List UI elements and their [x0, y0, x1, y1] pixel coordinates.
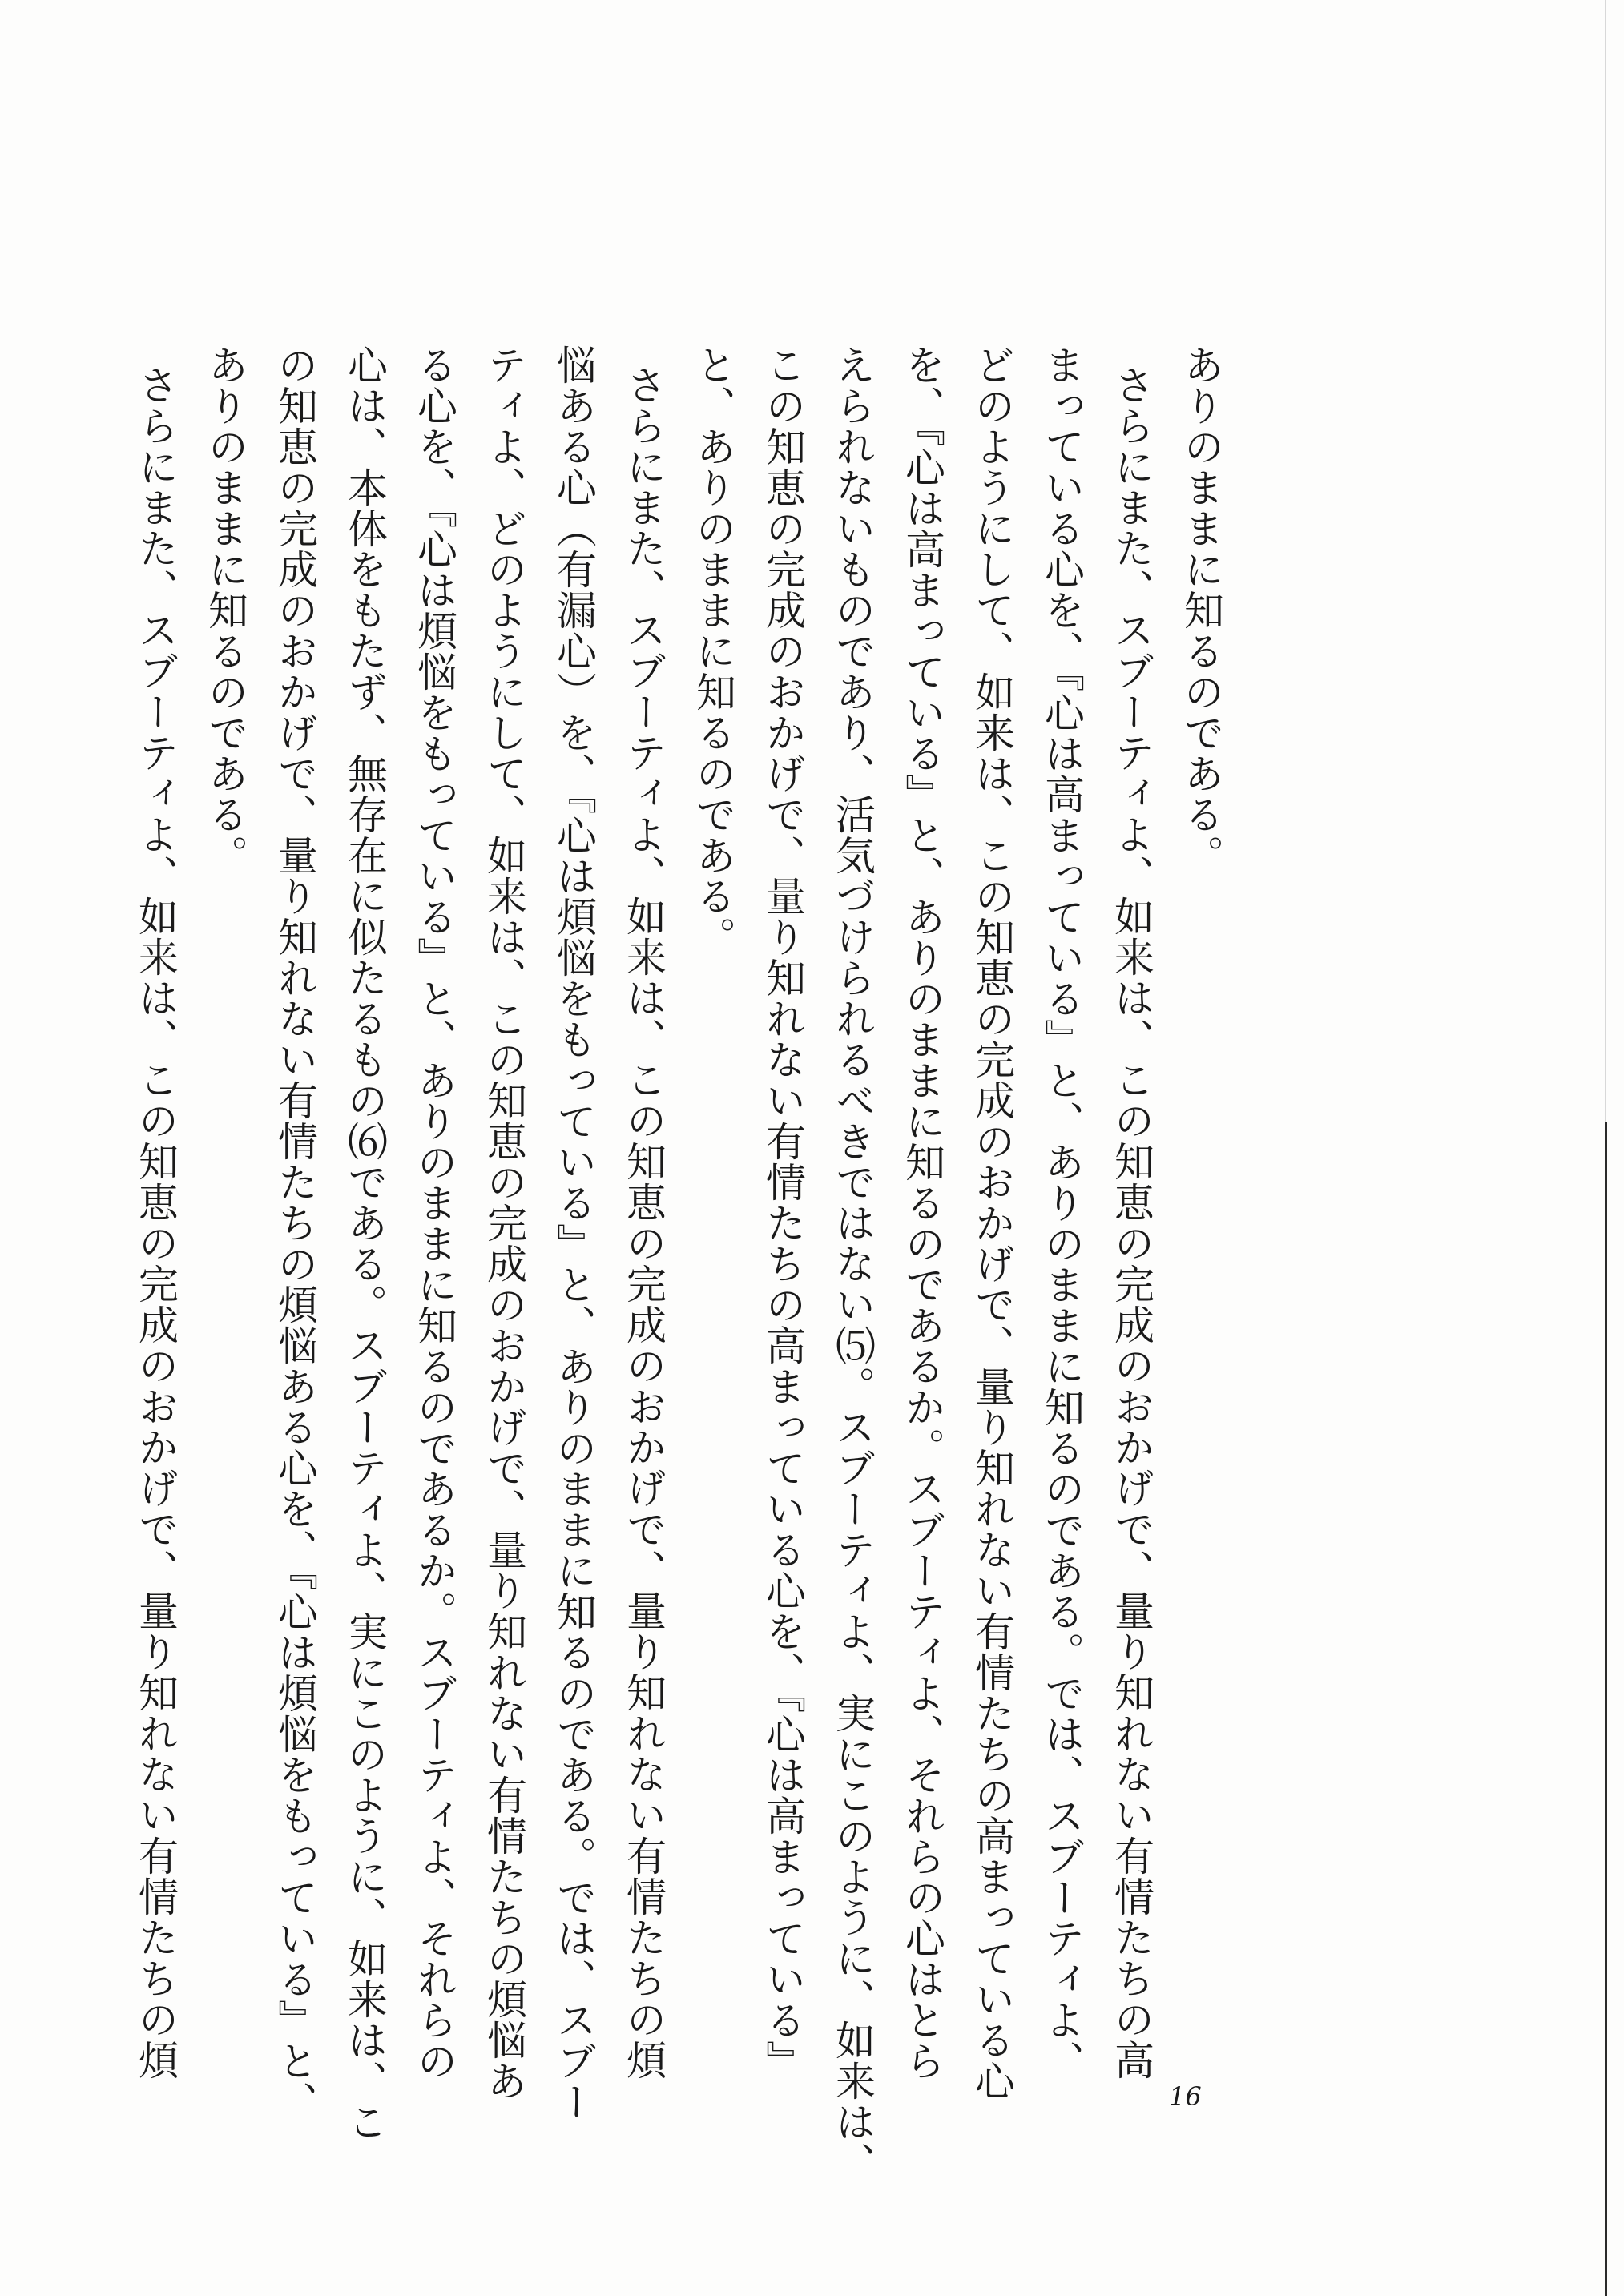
text-line: ありのままに知るのである。 — [1178, 344, 1224, 876]
text-line: ありのままに知るのである。 — [202, 344, 248, 876]
text-line: さらにまた、スブーティよ、如来は、この知恵の完成のおかげで、量り知れない有情たちの煩 — [132, 365, 179, 2080]
text-line: の知恵の完成のおかげで、量り知れない有情たちの煩悩ある心を、『心は煩悩をもっている』と、 — [272, 344, 318, 2122]
text-line: と、ありのままに知るのである。 — [690, 344, 736, 957]
text-line: どのようにして、如来は、この知恵の完成のおかげで、量り知れない有情たちの高まっている心 — [969, 344, 1015, 2101]
text-line: る心を、『心は煩悩をもっている』と、ありのままに知るのであるか。スブーティよ、それらの — [411, 344, 457, 2081]
page-number: 16 — [1169, 2081, 1202, 2112]
text-line: さらにまた、スブーティよ、如来は、この知恵の完成のおかげで、量り知れない有情たちの煩 — [620, 365, 667, 2080]
page-edge-shadow — [1605, 0, 1606, 1122]
page-edge-line — [1605, 1122, 1607, 2296]
text-line: 悩ある心（有漏心）を、『心は煩悩をもっている』と、ありのままに知るのである。では、スブー — [550, 344, 597, 2122]
text-line: この知恵の完成のおかげで、量り知れない有情たちの高まっている心を、『心は高まっている』 — [760, 344, 806, 2081]
text-line: さらにまた、スブーティよ、如来は、この知恵の完成のおかげで、量り知れない有情たちの高 — [1108, 365, 1155, 2080]
text-line: えられないものであり、活気づけられるべきではない⑸。スブーティよ、実にこのように、如来は、 — [829, 344, 876, 2183]
text-line: を、『心は高まっている』と、ありのままに知るのであるか。スブーティよ、それらの心はとら — [899, 344, 945, 2081]
text-line: ティよ、どのようにして、如来は、この知恵の完成のおかげで、量り知れない有情たちの煩悩あ — [481, 344, 527, 2101]
text-line: 心は、本体をもたず、無存在に似たるもの⑹である。スブーティよ、実にこのように、如来は、こ — [341, 344, 388, 2142]
text-line: まっている心を、『心は高まっている』と、ありのままに知るのである。では、スブーティよ、 — [1038, 344, 1085, 2081]
